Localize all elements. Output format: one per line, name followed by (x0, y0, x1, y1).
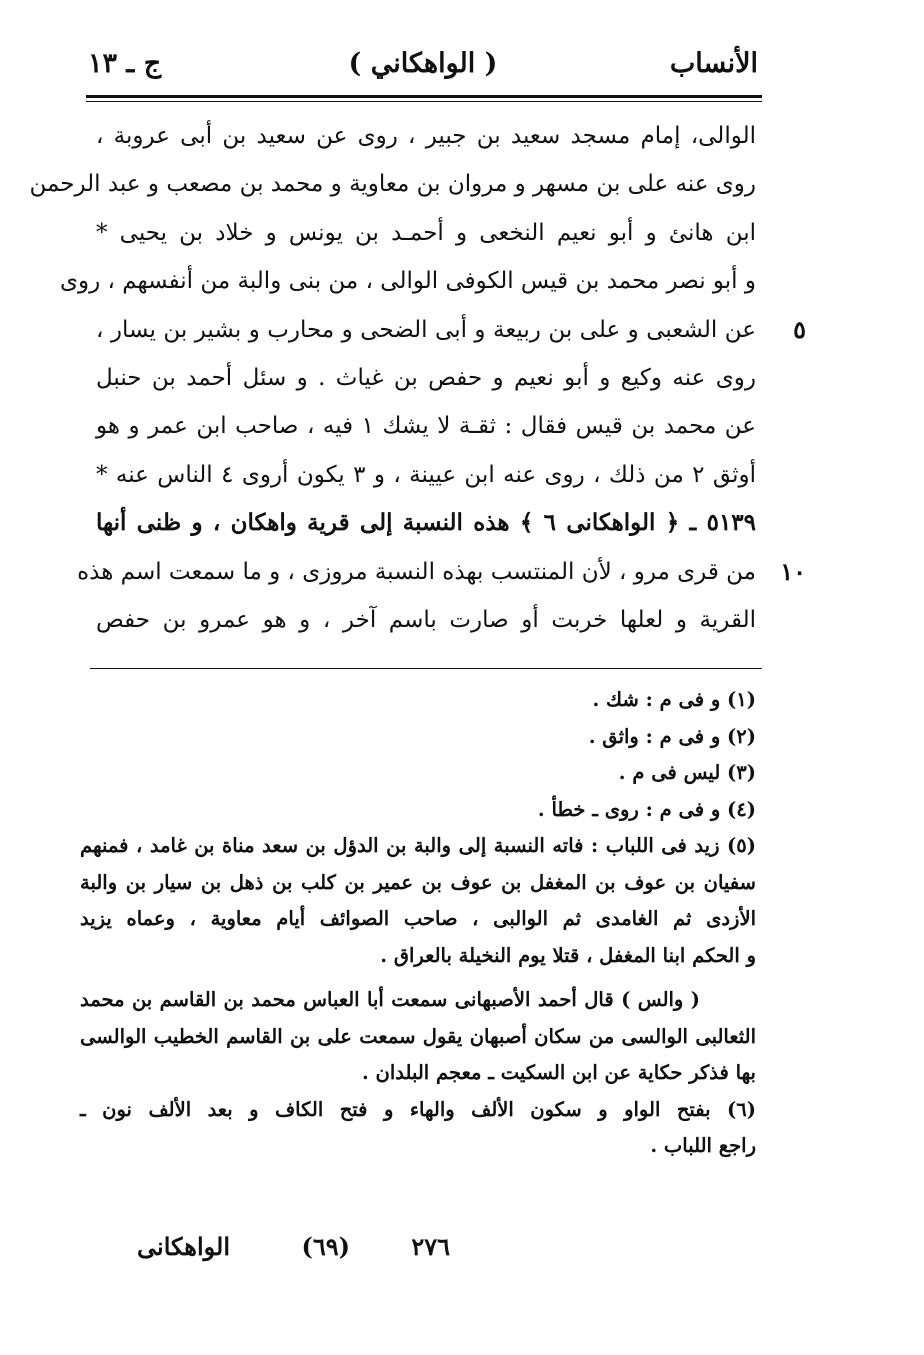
text-line-content: عن محمد بن قيس فقال : ثقـة لا يشك ١ فيه ، صاحب ابن عمر و هو (96, 413, 756, 440)
line-number: ١٠ (780, 556, 806, 586)
text-line (96, 451, 756, 499)
text-line (96, 112, 756, 160)
footnote-line: (٥) زيد فى اللباب : فاته النسبة إلى والبة بن الدؤل بن سعد مناة بن غامد ، فمنهم (80, 834, 756, 857)
footnote-line: و الحكم ابنا المغفل ، قتلا يوم النخيلة بالعراق . (380, 943, 756, 967)
running-word: الواهكانى (137, 1232, 230, 1261)
text-line (96, 402, 756, 450)
footnotes (80, 682, 756, 1165)
header-rule-thick (86, 95, 762, 98)
footnote-line: ( والس ) قال أحمد الأصبهانى سمعت أبا العباس محمد بن القاسم بن محمد (80, 988, 700, 1011)
text-line-content: القرية و لعلها خربت أو صارت باسم آخر ، و هو عمرو بن حفص (96, 606, 756, 633)
text-line-content: عن الشعبى و على بن ربيعة و أبى الضحى و محارب و بشير بن يسار ، (96, 316, 756, 343)
text-line-content: من قرى مرو ، لأن المنتسب بهذه النسبة مروزى ، و ما سمعت اسم هذه (77, 558, 756, 585)
text-line (96, 354, 756, 402)
footnote-line: (٦) بفتح الواو و سكون الألف والهاء و فتح الكاف و بعد الألف نون ـ (80, 1097, 756, 1121)
footnote-line: راجع اللباب . (650, 1134, 756, 1157)
main-text (29, 112, 806, 644)
text-line (77, 548, 806, 596)
text-line-content: روى عنه على بن مسهر و مروان بن معاوية و محمد بن مصعب و عبد الرحمن (29, 171, 756, 198)
text-line (96, 306, 806, 354)
entry-heading-line (96, 499, 756, 547)
page-footer (100, 1232, 750, 1272)
footnote-line: الثعالبى الوالسى من سكان أصبهان يقول سمعت على بن القاسم الخطيب الوالسى (80, 1024, 756, 1048)
header-entry-title: ( الواهكاني ) (348, 48, 498, 79)
footnote-line: (٣) ليس فى م . (618, 761, 756, 784)
footnote-line: (١) و فى م : شك . (592, 688, 756, 711)
footnote-line: بها فذكر حكاية عن ابن السكيت ـ معجم البلدان . (361, 1061, 756, 1084)
page-header (88, 40, 758, 90)
footnote-line: سفيان بن عوف بن المغفل بن عوف بن عمير بن كلب بن ذهل بن سيار بن والبة (80, 870, 756, 894)
sequence-number: (٦٩) (301, 1232, 350, 1261)
footnote-line: الأزدى ثم الغامدى ثم الوالبى ، صاحب الصوائف أيام معاوية ، وعماه يزيد (80, 907, 756, 930)
text-line-content: روى عنه وكيع و أبو نعيم و حفص بن غياث . و سئل أحمد بن حنبل (96, 364, 756, 391)
footnote-line: (٤) و فى م : روى ـ خطأ . (537, 797, 756, 821)
header-book-title: الأنساب (669, 48, 758, 79)
text-line (59, 257, 756, 305)
page-number: ٢٧٦ (411, 1232, 450, 1261)
text-line-content: الوالى، إمام مسجد سعيد بن جبير ، روى عن سعيد بن أبى عروبة ، (96, 123, 756, 149)
text-line-content: و أبو نصر محمد بن قيس الكوفى الوالى ، من بنى والبة من أنفسهم ، روى (59, 268, 756, 295)
header-rule-thin (86, 101, 762, 102)
text-line-content: ابن هانئ و أبو نعيم النخعى و أحمـد بن يونس و خلاد بن يحيى * (96, 219, 756, 246)
text-line-content: أوثق ٢ من ذلك ، روى عنه ابن عيينة ، و ٣ يكون أروى ٤ الناس عنه * (96, 461, 756, 488)
line-number: ٥ (793, 314, 806, 344)
text-line-content: ٥١٣٩ ـ ﴿ الواهكانى ٦ ﴾ هذه النسبة إلى قرية واهكان ، و ظنى أنها (96, 509, 757, 537)
header-volume: ج ـ ١٣ (88, 48, 162, 79)
footnote-rule (90, 668, 762, 669)
text-line (29, 160, 756, 208)
footnote-line: (٢) و فى م : واثق . (588, 724, 756, 748)
text-line (96, 596, 756, 644)
text-line (96, 209, 756, 257)
